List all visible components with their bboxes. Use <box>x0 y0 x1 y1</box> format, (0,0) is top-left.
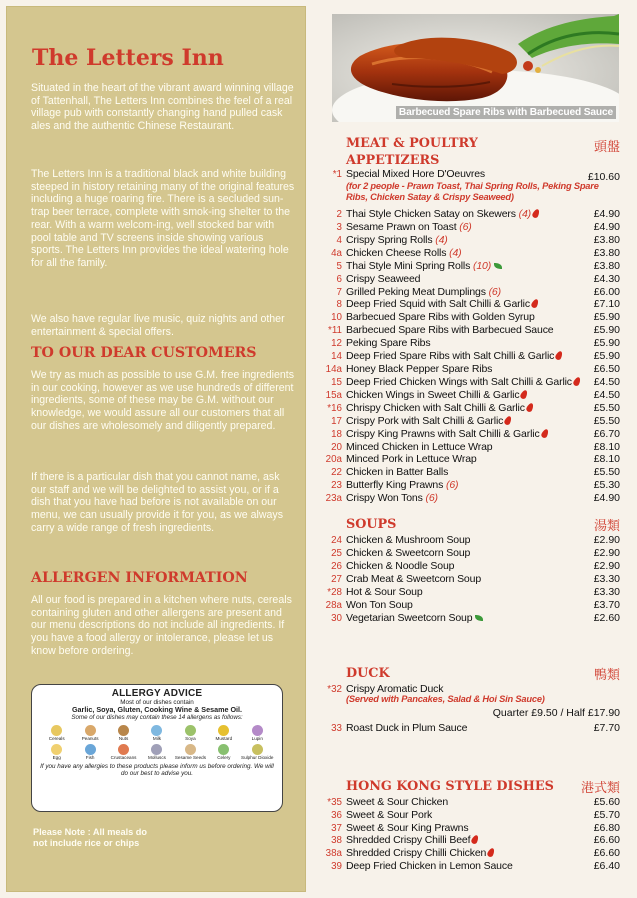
allergy-line-2: Garlic, Soya, Gluten, Cooking Wine & Sesame Oil. <box>71 705 243 714</box>
item-number: 22 <box>331 467 342 479</box>
item-portion: (6) <box>488 285 501 298</box>
sesame-icon <box>185 744 196 755</box>
item-name <box>346 428 574 441</box>
item-price: £3.80 <box>593 246 620 259</box>
item-price: £6.70 <box>593 427 620 440</box>
item-name <box>346 415 574 428</box>
menu-item <box>318 273 628 286</box>
hk-heading: HONG KONG STYLE DISHES <box>346 779 554 794</box>
menu-item <box>318 722 628 735</box>
item-price: £4.50 <box>593 375 620 388</box>
info-panel <box>6 6 306 892</box>
item-name <box>346 809 574 822</box>
item-name-text: Crispy Spring Rolls <box>346 233 433 246</box>
menu-item <box>318 402 628 415</box>
wheat-icon <box>51 725 62 736</box>
item-number: 39 <box>331 861 342 872</box>
menu-item <box>318 586 628 599</box>
item-name <box>346 286 574 299</box>
item-price: £7.70 <box>593 722 620 734</box>
item-number: 10 <box>331 312 342 324</box>
item-price: £8.10 <box>593 453 620 466</box>
item-number: 20a <box>325 454 342 466</box>
item-number: 15 <box>331 376 342 388</box>
chilli-icon <box>487 847 496 858</box>
item-price: £3.30 <box>593 586 620 598</box>
menu-item <box>318 560 628 573</box>
item-price: £4.90 <box>593 492 620 505</box>
allergen-item <box>241 725 274 742</box>
item-price: £2.90 <box>593 534 620 546</box>
duck-heading: DUCK <box>346 666 390 681</box>
item-name <box>346 573 574 586</box>
allergen-label: Molluscs <box>148 754 166 760</box>
item-number: 23 <box>331 480 342 492</box>
item-price: £4.90 <box>593 208 620 220</box>
item-name <box>346 221 574 234</box>
item-number: 3 <box>336 221 342 233</box>
menu-item <box>318 415 628 428</box>
menu-item <box>318 389 628 402</box>
allergen-item <box>140 744 173 761</box>
menu-item <box>318 428 628 441</box>
allergen-icon-grid <box>40 725 274 761</box>
item-number: 25 <box>331 548 342 559</box>
restaurant-title: The Letters Inn <box>32 45 224 71</box>
crab-icon <box>118 744 129 755</box>
item-name-text: Chicken Wings in Sweet Chilli & Garlic <box>346 388 520 401</box>
item-price: £6.60 <box>593 834 620 847</box>
menu-item <box>318 466 628 479</box>
item-name <box>346 599 574 612</box>
item-name-text: Shredded Crispy Chilli Chicken <box>346 847 487 860</box>
menu-item <box>318 221 628 234</box>
item-portion: (10) <box>472 259 492 272</box>
allergen-label: Crustaceans <box>110 754 137 760</box>
menu-item <box>318 809 628 822</box>
item-name-text: Sesame Prawn on Toast <box>346 220 457 233</box>
item-name <box>346 834 574 847</box>
item-number: 23a <box>325 493 342 505</box>
item-name-text: Peking Spare Ribs <box>346 337 431 350</box>
item-price: £3.70 <box>593 599 620 611</box>
item-portion: (4) <box>449 246 462 259</box>
item-portion: (4) <box>518 208 532 220</box>
chilli-icon <box>531 208 540 219</box>
menu-item <box>318 168 628 181</box>
item-number: *1 <box>332 169 342 180</box>
item-name <box>346 402 574 415</box>
allergen-label: Sulphur Dioxide <box>241 754 274 760</box>
item-name-text: Thai Style Chicken Satay on Skewers <box>346 208 516 220</box>
item-number: 2 <box>336 209 342 220</box>
item-name <box>346 822 574 835</box>
item-name <box>346 247 574 260</box>
item-name <box>346 586 574 599</box>
menu-item <box>318 260 628 273</box>
gm-paragraph: We try as much as possible to use G.M. free ingredients in our cooking, however as we use hundreds of different ingredients, some of these may be G.M. without our knowledge, we would assure all our customers that all our dishes are wholesomely and diligently prepared. <box>31 369 294 432</box>
menu-item <box>318 363 628 376</box>
item-name <box>346 492 574 505</box>
item-price: £2.90 <box>593 547 620 559</box>
item-name <box>346 208 574 221</box>
chilli-icon <box>540 428 549 439</box>
item-name-text: Sweet & Sour King Prawns <box>346 821 469 834</box>
item-name <box>346 796 574 809</box>
item-number: 4a <box>331 247 342 259</box>
item-price: £2.90 <box>593 560 620 572</box>
item-name: Special Mixed Hore D'Oeuvres <box>346 168 486 180</box>
item-name-text: Vegetarian Sweetcorn Soup <box>346 612 473 624</box>
item-name-text: Chrispy Chicken with Salt Chilli & Garlic <box>346 401 525 414</box>
duck-chinese: 鴨類 <box>593 668 620 683</box>
celery-icon <box>218 744 229 755</box>
allergen-heading: ALLERGEN INFORMATION <box>31 570 248 586</box>
item-number: 24 <box>331 535 342 546</box>
item-number: 30 <box>331 613 342 624</box>
item-name: Roast Duck in Plum Sauce <box>346 722 468 734</box>
intro-paragraph: Situated in the heart of the vibrant award winning village of Tattenhall, The Letters Inn combines the feel of a real village pub with constantly changing hand pulled cask ales and the authentic Chinese Restaurant. <box>31 82 294 133</box>
item-name-text: Barbecued Spare Ribs with Barbecued Sauce <box>346 324 554 337</box>
item-number: 6 <box>336 273 342 285</box>
vegetarian-leaf-icon <box>475 615 483 621</box>
allergen-paragraph: All our food is prepared in a kitchen where nuts, cereals containing gluten and other allergens are present and our menu descriptions do not include all ingredients. If you have a food allergy or intolerance, please let us know before ordering. <box>31 594 292 657</box>
dish-photo <box>332 14 619 122</box>
item-price: £6.40 <box>593 860 620 872</box>
please-note: Please Note : All meals do not include rice or chips <box>33 827 148 848</box>
item-name-text: Sweet & Sour Chicken <box>346 796 449 808</box>
item-name-text: Crispy Won Tons <box>346 492 423 505</box>
item-number: 37 <box>331 822 342 834</box>
item-price: £6.60 <box>593 847 620 860</box>
allergen-item <box>107 744 140 761</box>
chilli-icon <box>520 389 529 400</box>
menu-item <box>318 492 628 505</box>
item-name <box>346 534 574 547</box>
menu-item <box>318 573 628 586</box>
item-name <box>346 441 574 454</box>
item-price: £5.90 <box>593 337 620 350</box>
allergen-item <box>73 725 106 742</box>
menu-item <box>318 847 628 860</box>
nut-icon <box>118 725 129 736</box>
mollusc-icon <box>151 744 162 755</box>
item-price: £5.90 <box>593 350 620 363</box>
item-number: 38a <box>325 848 342 860</box>
item-name-text: Deep Fried Chicken Wings with Salt Chilli & Garlic <box>346 375 572 388</box>
menu-item <box>318 547 628 560</box>
item-portion: (6) <box>425 492 438 505</box>
item-name <box>346 560 574 573</box>
item-price: £5.50 <box>593 401 620 414</box>
allergen-item <box>174 725 207 742</box>
item-name-text: Minced Chicken in Lettuce Wrap <box>346 440 493 453</box>
item-name-text: Chicken & Sweetcorn Soup <box>346 547 471 559</box>
menu-item <box>318 796 628 809</box>
item-number: *11 <box>328 325 342 337</box>
allergy-title: ALLERGY ADVICE <box>111 688 203 699</box>
item-number: 5 <box>336 260 342 272</box>
item-name <box>346 466 574 479</box>
milk-icon <box>151 725 162 736</box>
item-name <box>346 479 574 492</box>
item-number: 18 <box>331 428 342 440</box>
item-price: Quarter £9.50 / Half £17.90 <box>492 707 620 719</box>
allergen-label: Peanuts <box>81 735 99 741</box>
menu-item <box>318 441 628 454</box>
item-portion: (6) <box>459 220 472 233</box>
menu-item <box>318 324 628 337</box>
menu-item <box>318 234 628 247</box>
customers-heading: TO OUR DEAR CUSTOMERS <box>31 345 257 361</box>
item-number: 4 <box>336 234 342 246</box>
item-name <box>346 612 574 625</box>
allergen-label: Mustard <box>215 735 233 741</box>
item-portion: (4) <box>435 233 448 246</box>
item-number: 33 <box>331 723 342 734</box>
item-description: (for 2 people - Prawn Toast, Thai Spring Rolls, Peking Spare Ribs, Chicken Satay & Crispy Seaweed) <box>346 181 599 203</box>
allergy-note: If you have any allergies to these products please inform us before ordering. We will do our best to advise you. <box>40 762 274 777</box>
item-name <box>346 298 574 311</box>
item-price: £3.30 <box>593 573 620 585</box>
item-name <box>346 311 574 324</box>
item-price: £3.80 <box>593 233 620 246</box>
sulphur-icon <box>252 744 263 755</box>
allergen-label: Sesame Seeds <box>174 754 206 760</box>
allergen-item <box>207 725 240 742</box>
item-name: Crispy Aromatic Duck <box>346 683 444 695</box>
item-name-text: Hot & Sour Soup <box>346 586 423 598</box>
item-name <box>346 547 574 560</box>
allergy-line-1: Most of our dishes contain <box>120 699 194 706</box>
mustard-icon <box>218 725 229 736</box>
item-number: *35 <box>327 797 342 808</box>
menu-item <box>318 376 628 389</box>
allergen-label: Egg <box>52 754 61 760</box>
item-number: 7 <box>336 286 342 298</box>
item-price: £10.60 <box>587 171 620 183</box>
item-number: 17 <box>331 415 342 427</box>
menu-item <box>318 822 628 835</box>
item-price: £5.50 <box>593 414 620 427</box>
egg-icon <box>51 744 62 755</box>
menu-item <box>318 311 628 324</box>
item-name <box>346 847 574 860</box>
item-name <box>346 324 574 337</box>
menu-item <box>318 534 628 547</box>
item-name-text: Minced Pork in Lettuce Wrap <box>346 453 477 466</box>
menu-item <box>318 612 628 625</box>
appetizers-chinese: 頭盤 <box>593 140 620 155</box>
item-name-text: Thai Style Mini Spring Rolls <box>346 259 471 272</box>
item-name <box>346 260 574 273</box>
item-price: £8.10 <box>593 440 620 453</box>
item-name-text: Crispy Seaweed <box>346 272 421 285</box>
item-name <box>346 860 574 873</box>
item-name-text: Sweet & Sour Pork <box>346 808 433 821</box>
menu-item <box>318 286 628 299</box>
allergy-line-3: Some of our dishes may contain these 14 allergens as follows: <box>71 714 243 721</box>
item-price: £6.00 <box>593 285 620 298</box>
item-number: 15a <box>325 389 342 401</box>
item-name-text: Crispy King Prawns with Salt Chilli & Garlic <box>346 427 540 440</box>
item-name-text: Won Ton Soup <box>346 599 413 611</box>
entertainment-paragraph: We also have regular live music, quiz nights and other entertainment & special offers. <box>31 313 285 338</box>
item-name-text: Deep Fried Squid with Salt Chilli & Garlic <box>346 298 530 311</box>
item-number: 14a <box>325 364 342 376</box>
item-name <box>346 453 574 466</box>
item-price: £2.60 <box>593 612 620 624</box>
menu-item <box>318 599 628 612</box>
allergy-advice-box <box>31 684 283 812</box>
allergen-label: Milk <box>152 735 162 741</box>
request-paragraph: If there is a particular dish that you cannot name, ask our staff and we will be delighted to assist you, or if a dish that you have had before is not available on our menu, we can usually provide it for you, as we always carry a wide range of fresh ingredients. <box>31 471 284 534</box>
item-name <box>346 337 574 350</box>
soya-icon <box>185 725 196 736</box>
item-price: £5.50 <box>593 466 620 479</box>
menu-item <box>318 834 628 847</box>
allergen-item <box>73 744 106 761</box>
item-name-text: Honey Black Pepper Spare Ribs <box>346 363 493 376</box>
item-price: £5.90 <box>593 311 620 324</box>
item-name <box>346 350 574 363</box>
item-name-text: Chicken Cheese Rolls <box>346 246 447 259</box>
item-number: 26 <box>331 561 342 572</box>
allergen-item <box>241 744 274 761</box>
item-price: £5.60 <box>593 796 620 808</box>
allergen-label: Soya <box>185 735 196 741</box>
menu-item <box>318 247 628 260</box>
item-name-text: Grilled Peking Meat Dumplings <box>346 285 486 298</box>
lupin-icon <box>252 725 263 736</box>
item-number: 20 <box>331 441 342 453</box>
photo-caption: Barbecued Spare Ribs with Barbecued Sauce <box>396 106 616 119</box>
item-name <box>346 234 574 247</box>
item-name-text: Crab Meat & Sweetcorn Soup <box>346 573 482 585</box>
soups-chinese: 湯類 <box>593 519 620 534</box>
item-number: *28 <box>327 587 342 598</box>
item-price: £5.90 <box>593 324 620 337</box>
history-paragraph: The Letters Inn is a traditional black and white building steeped in history retaining many of the original features including a huge roaring fire. There is a secluded sun-trap beer terrace, complete with smok-ing shelter to the rear. With a warm welcom-ing, well stocked bar with pool table and TV screens inside showing various sports. The Letters Inn provides the ideal watering hole for all the family. <box>31 168 295 269</box>
allergen-label: Fish <box>85 754 95 760</box>
item-number: 36 <box>331 809 342 821</box>
allergen-label: Lupin <box>251 735 263 741</box>
item-name-text: Chicken & Mushroom Soup <box>346 534 471 546</box>
fish-icon <box>85 744 96 755</box>
item-name-text: Chicken in Batter Balls <box>346 466 449 479</box>
item-price: £4.30 <box>593 272 620 285</box>
menu-item <box>318 479 628 492</box>
item-name-text: Crispy Pork with Salt Chilli & Garlic <box>346 414 504 427</box>
item-name-text: Chicken & Noodle Soup <box>346 560 455 572</box>
chilli-icon <box>530 299 539 310</box>
allergen-label: Celery <box>217 754 231 760</box>
menu-item <box>318 298 628 311</box>
item-price: £5.30 <box>593 479 620 492</box>
item-name-text: Deep Fried Chicken in Lemon Sauce <box>346 860 513 872</box>
item-number: 8 <box>336 299 342 311</box>
item-number: 12 <box>331 338 342 350</box>
item-name <box>346 273 574 286</box>
item-price: £4.90 <box>593 220 620 233</box>
item-number: 28a <box>325 600 342 611</box>
item-name-text: Shredded Crispy Chilli Beef <box>346 834 471 847</box>
item-price: £5.70 <box>593 808 620 821</box>
appetizers-heading: APPETIZERS <box>346 153 440 168</box>
menu-item <box>318 453 628 466</box>
chilli-icon <box>504 415 513 426</box>
item-number: 14 <box>331 351 342 363</box>
menu-item <box>318 337 628 350</box>
item-price: £7.10 <box>593 298 620 311</box>
item-number: *32 <box>327 684 342 695</box>
item-number: 27 <box>331 574 342 585</box>
peanut-icon <box>85 725 96 736</box>
chilli-icon <box>471 835 480 846</box>
item-name <box>346 376 574 389</box>
menu-item <box>318 350 628 363</box>
hk-chinese: 港式類 <box>580 781 620 796</box>
allergen-item <box>40 744 73 761</box>
allergen-item <box>174 744 207 761</box>
item-price: £6.50 <box>593 363 620 376</box>
item-price: £3.80 <box>593 259 620 272</box>
item-description: (Served with Pancakes, Salad & Hoi Sin Sauce) <box>346 694 545 704</box>
allergen-item <box>207 744 240 761</box>
menu-item <box>318 208 628 221</box>
meat-heading: MEAT & POULTRY <box>346 136 478 151</box>
item-name-text: Butterfly King Prawns <box>346 479 444 492</box>
item-name-text: Barbecued Spare Ribs with Golden Syrup <box>346 311 535 324</box>
item-name <box>346 389 574 402</box>
allergen-item <box>140 725 173 742</box>
item-name <box>346 363 574 376</box>
item-number: 38 <box>331 835 342 847</box>
item-name-text: Deep Fried Spare Ribs with Salt Chilli & Garlic <box>346 350 555 363</box>
chilli-icon <box>525 402 534 413</box>
allergen-label: Nuts <box>118 735 129 741</box>
menu-item <box>318 860 628 873</box>
allergen-item <box>107 725 140 742</box>
vegetarian-leaf-icon <box>494 263 502 269</box>
allergen-item <box>40 725 73 742</box>
item-number: *16 <box>327 402 342 414</box>
item-price: £4.50 <box>593 388 620 401</box>
allergen-label: Cereals <box>48 735 65 741</box>
item-price: £6.80 <box>593 821 620 834</box>
item-portion: (6) <box>446 479 459 492</box>
soups-heading: SOUPS <box>346 517 397 532</box>
